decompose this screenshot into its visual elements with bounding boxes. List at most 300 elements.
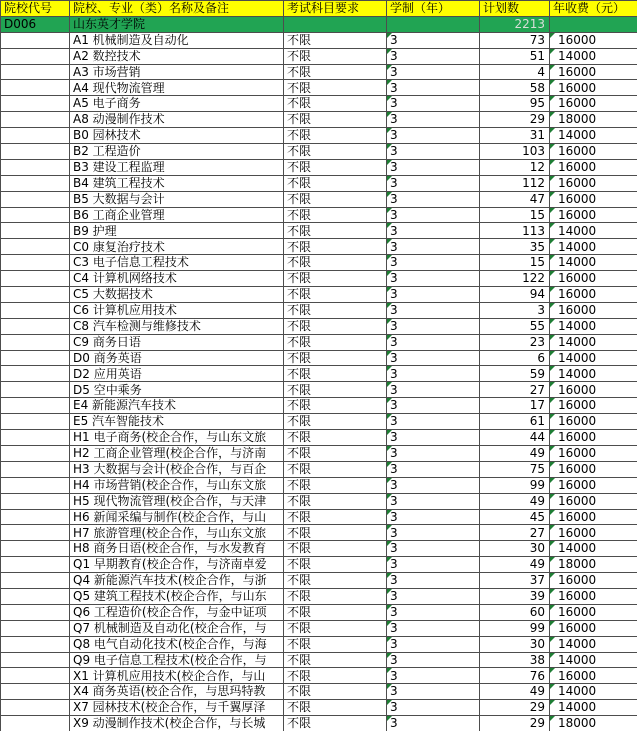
years-cell[interactable]: 3 xyxy=(387,652,480,668)
annual-fee-cell[interactable]: 16000 xyxy=(550,430,637,446)
plan-count-cell[interactable]: 49 xyxy=(480,557,550,573)
exam-requirement-cell[interactable]: 不限 xyxy=(284,255,387,271)
years-cell[interactable]: 3 xyxy=(387,557,480,573)
college-code-cell[interactable] xyxy=(1,477,70,493)
annual-fee-cell[interactable]: 18000 xyxy=(550,716,637,731)
college-fee-cell[interactable] xyxy=(550,16,637,32)
exam-requirement-cell[interactable]: 不限 xyxy=(284,477,387,493)
plan-count-cell[interactable]: 99 xyxy=(480,620,550,636)
years-cell[interactable]: 3 xyxy=(387,255,480,271)
annual-fee-cell[interactable]: 16000 xyxy=(550,271,637,287)
years-cell[interactable]: 3 xyxy=(387,128,480,144)
plan-count-cell[interactable]: 95 xyxy=(480,96,550,112)
years-cell[interactable]: 3 xyxy=(387,477,480,493)
college-code-cell[interactable] xyxy=(1,175,70,191)
exam-requirement-cell[interactable]: 不限 xyxy=(284,366,387,382)
plan-count-cell[interactable]: 15 xyxy=(480,255,550,271)
years-cell[interactable]: 3 xyxy=(387,445,480,461)
major-name-cell[interactable]: X9 动漫制作技术(校企合作，与长城 xyxy=(70,716,284,731)
header-college-code[interactable]: 院校代号 xyxy=(1,1,70,17)
annual-fee-cell[interactable]: 16000 xyxy=(550,144,637,160)
exam-requirement-cell[interactable]: 不限 xyxy=(284,541,387,557)
major-name-cell[interactable]: D2 应用英语 xyxy=(70,366,284,382)
college-code-cell[interactable] xyxy=(1,493,70,509)
annual-fee-cell[interactable]: 16000 xyxy=(550,620,637,636)
exam-requirement-cell[interactable]: 不限 xyxy=(284,604,387,620)
major-name-cell[interactable]: A2 数控技术 xyxy=(70,48,284,64)
exam-requirement-cell[interactable]: 不限 xyxy=(284,334,387,350)
annual-fee-cell[interactable]: 16000 xyxy=(550,175,637,191)
major-name-cell[interactable]: B2 工程造价 xyxy=(70,144,284,160)
annual-fee-cell[interactable]: 16000 xyxy=(550,96,637,112)
annual-fee-cell[interactable]: 18000 xyxy=(550,112,637,128)
plan-count-cell[interactable]: 76 xyxy=(480,668,550,684)
plan-count-cell[interactable]: 51 xyxy=(480,48,550,64)
exam-requirement-cell[interactable]: 不限 xyxy=(284,684,387,700)
years-cell[interactable]: 3 xyxy=(387,414,480,430)
major-name-cell[interactable]: Q7 机械制造及自动化(校企合作，与 xyxy=(70,620,284,636)
college-code-cell[interactable] xyxy=(1,620,70,636)
years-cell[interactable]: 3 xyxy=(387,509,480,525)
plan-count-cell[interactable]: 37 xyxy=(480,573,550,589)
years-cell[interactable]: 3 xyxy=(387,716,480,731)
college-code-cell[interactable] xyxy=(1,652,70,668)
major-name-cell[interactable]: C8 汽车检测与维修技术 xyxy=(70,318,284,334)
college-code-cell[interactable] xyxy=(1,207,70,223)
years-cell[interactable]: 3 xyxy=(387,80,480,96)
plan-count-cell[interactable]: 103 xyxy=(480,144,550,160)
college-code-cell[interactable] xyxy=(1,557,70,573)
exam-requirement-cell[interactable]: 不限 xyxy=(284,461,387,477)
exam-requirement-cell[interactable]: 不限 xyxy=(284,112,387,128)
plan-count-cell[interactable]: 60 xyxy=(480,604,550,620)
annual-fee-cell[interactable]: 14000 xyxy=(550,684,637,700)
college-code-cell[interactable] xyxy=(1,430,70,446)
exam-requirement-cell[interactable]: 不限 xyxy=(284,398,387,414)
exam-requirement-cell[interactable]: 不限 xyxy=(284,382,387,398)
major-name-cell[interactable]: E5 汽车智能技术 xyxy=(70,414,284,430)
major-name-cell[interactable]: C3 电子信息工程技术 xyxy=(70,255,284,271)
years-cell[interactable]: 3 xyxy=(387,636,480,652)
annual-fee-cell[interactable]: 14000 xyxy=(550,652,637,668)
years-cell[interactable]: 3 xyxy=(387,207,480,223)
plan-count-cell[interactable]: 27 xyxy=(480,525,550,541)
plan-count-cell[interactable]: 49 xyxy=(480,493,550,509)
stored-as-text-indicator-icon xyxy=(387,573,392,578)
plan-count-cell[interactable]: 49 xyxy=(480,445,550,461)
exam-requirement-cell[interactable]: 不限 xyxy=(284,557,387,573)
plan-count-cell[interactable]: 49 xyxy=(480,684,550,700)
annual-fee-cell[interactable]: 16000 xyxy=(550,604,637,620)
college-code-cell[interactable] xyxy=(1,96,70,112)
annual-fee-cell[interactable]: 14000 xyxy=(550,255,637,271)
major-name-cell[interactable]: Q1 早期教育(校企合作，与济南卓爱 xyxy=(70,557,284,573)
annual-fee-cell[interactable]: 16000 xyxy=(550,461,637,477)
plan-count-cell[interactable]: 112 xyxy=(480,175,550,191)
header-exam-requirement[interactable]: 考试科目要求 xyxy=(284,1,387,17)
years-cell[interactable]: 3 xyxy=(387,159,480,175)
college-code-cell[interactable] xyxy=(1,144,70,160)
major-name-cell[interactable]: B0 园林技术 xyxy=(70,128,284,144)
exam-requirement-cell[interactable]: 不限 xyxy=(284,445,387,461)
annual-fee-cell[interactable]: 14000 xyxy=(550,334,637,350)
years-cell[interactable]: 3 xyxy=(387,334,480,350)
years-cell[interactable]: 3 xyxy=(387,144,480,160)
college-code-cell[interactable] xyxy=(1,350,70,366)
table-row xyxy=(1,271,637,287)
table-row xyxy=(1,493,637,509)
major-name-cell[interactable]: Q4 新能源汽车技术(校企合作，与浙 xyxy=(70,573,284,589)
annual-fee-cell[interactable]: 18000 xyxy=(550,557,637,573)
college-code-cell[interactable] xyxy=(1,287,70,303)
annual-fee-cell[interactable]: 14000 xyxy=(550,48,637,64)
plan-count-cell[interactable]: 12 xyxy=(480,159,550,175)
plan-count-cell[interactable]: 15 xyxy=(480,207,550,223)
exam-requirement-cell[interactable]: 不限 xyxy=(284,239,387,255)
header-plan-count[interactable]: 计划数 xyxy=(480,1,550,17)
major-name-cell[interactable]: H4 市场营销(校企合作，与山东文旅 xyxy=(70,477,284,493)
plan-count-cell[interactable]: 4 xyxy=(480,64,550,80)
annual-fee-cell[interactable]: 14000 xyxy=(550,636,637,652)
annual-fee-cell[interactable]: 14000 xyxy=(550,318,637,334)
college-code-cell[interactable] xyxy=(1,302,70,318)
table-row xyxy=(1,112,637,128)
college-code-cell[interactable] xyxy=(1,239,70,255)
years-cell[interactable]: 3 xyxy=(387,525,480,541)
annual-fee-cell[interactable]: 16000 xyxy=(550,302,637,318)
annual-fee-cell[interactable]: 16000 xyxy=(550,493,637,509)
plan-count-cell[interactable]: 29 xyxy=(480,700,550,716)
annual-fee-cell[interactable]: 14000 xyxy=(550,128,637,144)
college-code-cell[interactable] xyxy=(1,48,70,64)
exam-requirement-cell[interactable]: 不限 xyxy=(284,414,387,430)
plan-count-cell[interactable]: 44 xyxy=(480,430,550,446)
annual-fee-cell[interactable]: 14000 xyxy=(550,366,637,382)
annual-fee-cell[interactable]: 14000 xyxy=(550,700,637,716)
table-row xyxy=(1,318,637,334)
plan-count-cell[interactable]: 30 xyxy=(480,636,550,652)
college-code-cell[interactable] xyxy=(1,32,70,48)
stored-as-text-indicator-icon xyxy=(387,716,392,721)
annual-fee-cell[interactable]: 16000 xyxy=(550,159,637,175)
exam-requirement-cell[interactable]: 不限 xyxy=(284,175,387,191)
exam-requirement-cell[interactable]: 不限 xyxy=(284,80,387,96)
major-name-cell[interactable]: H2 工商企业管理(校企合作，与济南 xyxy=(70,445,284,461)
college-code-cell[interactable] xyxy=(1,366,70,382)
major-name-cell[interactable]: B6 工商企业管理 xyxy=(70,207,284,223)
annual-fee-cell[interactable]: 16000 xyxy=(550,64,637,80)
major-name-cell[interactable]: A5 电子商务 xyxy=(70,96,284,112)
major-name-cell[interactable]: A8 动漫制作技术 xyxy=(70,112,284,128)
years-cell[interactable]: 3 xyxy=(387,350,480,366)
exam-requirement-cell[interactable]: 不限 xyxy=(284,493,387,509)
exam-requirement-cell[interactable]: 不限 xyxy=(284,668,387,684)
header-major-name[interactable]: 院校、专业（类）名称及备注 xyxy=(70,1,284,17)
college-code-cell[interactable] xyxy=(1,223,70,239)
college-code-cell[interactable] xyxy=(1,525,70,541)
major-name-cell[interactable]: E4 新能源汽车技术 xyxy=(70,398,284,414)
years-cell[interactable]: 3 xyxy=(387,302,480,318)
table-row xyxy=(1,96,637,112)
table-row xyxy=(1,525,637,541)
annual-fee-cell[interactable]: 16000 xyxy=(550,32,637,48)
plan-count-cell[interactable]: 3 xyxy=(480,302,550,318)
major-name-cell[interactable]: B9 护理 xyxy=(70,223,284,239)
plan-count-cell[interactable]: 23 xyxy=(480,334,550,350)
college-code-cell[interactable] xyxy=(1,398,70,414)
years-cell[interactable]: 3 xyxy=(387,541,480,557)
exam-requirement-cell[interactable]: 不限 xyxy=(284,525,387,541)
major-name-cell[interactable]: X1 计算机应用技术(校企合作，与山 xyxy=(70,668,284,684)
stored-as-text-indicator-icon xyxy=(387,414,392,419)
college-code-cell[interactable] xyxy=(1,700,70,716)
college-code-cell[interactable] xyxy=(1,684,70,700)
annual-fee-cell[interactable]: 16000 xyxy=(550,398,637,414)
exam-requirement-cell[interactable]: 不限 xyxy=(284,128,387,144)
exam-requirement-cell[interactable]: 不限 xyxy=(284,191,387,207)
years-cell[interactable]: 3 xyxy=(387,398,480,414)
annual-fee-cell[interactable]: 14000 xyxy=(550,223,637,239)
exam-requirement-cell[interactable]: 不限 xyxy=(284,430,387,446)
years-cell[interactable]: 3 xyxy=(387,318,480,334)
plan-count-cell[interactable]: 39 xyxy=(480,588,550,604)
college-plan-total-cell[interactable]: 2213 xyxy=(480,16,550,32)
stored-as-text-indicator-icon xyxy=(387,176,392,181)
annual-fee-cell[interactable]: 16000 xyxy=(550,382,637,398)
stored-as-text-indicator-icon xyxy=(550,223,555,228)
years-cell[interactable]: 3 xyxy=(387,175,480,191)
exam-requirement-cell[interactable]: 不限 xyxy=(284,573,387,589)
annual-fee-cell[interactable]: 14000 xyxy=(550,541,637,557)
stored-as-text-indicator-icon xyxy=(550,668,555,673)
major-name-cell[interactable]: Q9 电子信息工程技术(校企合作，与 xyxy=(70,652,284,668)
college-code-cell[interactable] xyxy=(1,636,70,652)
plan-count-cell[interactable]: 6 xyxy=(480,350,550,366)
stored-as-text-indicator-icon xyxy=(387,65,392,70)
stored-as-text-indicator-icon xyxy=(387,271,392,276)
exam-requirement-cell[interactable]: 不限 xyxy=(284,636,387,652)
major-name-cell[interactable]: H1 电子商务(校企合作，与山东文旅 xyxy=(70,430,284,446)
major-name-cell[interactable]: H5 现代物流管理(校企合作，与天津 xyxy=(70,493,284,509)
years-cell[interactable]: 3 xyxy=(387,64,480,80)
years-cell[interactable]: 3 xyxy=(387,112,480,128)
exam-requirement-cell[interactable]: 不限 xyxy=(284,652,387,668)
annual-fee-cell[interactable]: 16000 xyxy=(550,668,637,684)
annual-fee-cell[interactable]: 16000 xyxy=(550,525,637,541)
exam-requirement-cell[interactable]: 不限 xyxy=(284,207,387,223)
major-name-cell[interactable]: D5 空中乘务 xyxy=(70,382,284,398)
annual-fee-cell[interactable]: 16000 xyxy=(550,588,637,604)
stored-as-text-indicator-icon xyxy=(387,208,392,213)
table-row xyxy=(1,382,637,398)
annual-fee-cell[interactable]: 16000 xyxy=(550,573,637,589)
exam-requirement-cell[interactable]: 不限 xyxy=(284,287,387,303)
major-name-cell[interactable]: H8 商务日语(校企合作，与水发教育 xyxy=(70,541,284,557)
annual-fee-cell[interactable]: 16000 xyxy=(550,477,637,493)
header-years[interactable]: 学制（年） xyxy=(387,1,480,17)
major-name-cell[interactable]: C5 大数据技术 xyxy=(70,287,284,303)
major-name-cell[interactable]: Q5 建筑工程技术(校企合作，与山东 xyxy=(70,588,284,604)
college-code-cell[interactable] xyxy=(1,509,70,525)
college-code-cell[interactable] xyxy=(1,64,70,80)
major-name-cell[interactable]: Q6 工程造价(校企合作，与金中证项 xyxy=(70,604,284,620)
major-name-cell[interactable]: H6 新闻采编与制作(校企合作，与山 xyxy=(70,509,284,525)
plan-count-cell[interactable]: 35 xyxy=(480,239,550,255)
exam-requirement-cell[interactable]: 不限 xyxy=(284,48,387,64)
years-cell[interactable]: 3 xyxy=(387,461,480,477)
college-code-cell[interactable] xyxy=(1,255,70,271)
major-name-cell[interactable]: H3 大数据与会计(校企合作，与百企 xyxy=(70,461,284,477)
years-cell[interactable]: 3 xyxy=(387,366,480,382)
college-code-cell[interactable] xyxy=(1,318,70,334)
table-row xyxy=(1,64,637,80)
college-years-cell[interactable] xyxy=(387,16,480,32)
major-name-cell[interactable]: X4 商务英语(校企合作，与思玛特教 xyxy=(70,684,284,700)
college-code-cell[interactable] xyxy=(1,80,70,96)
college-code-cell[interactable] xyxy=(1,414,70,430)
major-name-cell[interactable]: C6 计算机应用技术 xyxy=(70,302,284,318)
exam-requirement-cell[interactable]: 不限 xyxy=(284,318,387,334)
stored-as-text-indicator-icon xyxy=(387,700,392,705)
plan-count-cell[interactable]: 75 xyxy=(480,461,550,477)
college-exam-cell[interactable] xyxy=(284,16,387,32)
major-name-cell[interactable]: C4 计算机网络技术 xyxy=(70,271,284,287)
exam-requirement-cell[interactable]: 不限 xyxy=(284,620,387,636)
exam-requirement-cell[interactable]: 不限 xyxy=(284,700,387,716)
annual-fee-cell[interactable]: 16000 xyxy=(550,80,637,96)
stored-as-text-indicator-icon xyxy=(387,33,392,38)
annual-fee-cell[interactable]: 16000 xyxy=(550,414,637,430)
college-code-cell[interactable] xyxy=(1,159,70,175)
years-cell[interactable]: 3 xyxy=(387,223,480,239)
major-name-cell[interactable]: X7 园林技术(校企合作，与千翼厚泽 xyxy=(70,700,284,716)
stored-as-text-indicator-icon xyxy=(387,541,392,546)
plan-count-cell[interactable]: 55 xyxy=(480,318,550,334)
years-cell[interactable]: 3 xyxy=(387,32,480,48)
major-name-cell[interactable]: C9 商务日语 xyxy=(70,334,284,350)
plan-count-cell[interactable]: 59 xyxy=(480,366,550,382)
college-code-cell[interactable] xyxy=(1,716,70,731)
stored-as-text-indicator-icon xyxy=(550,573,555,578)
years-cell[interactable]: 3 xyxy=(387,271,480,287)
major-name-cell[interactable]: Q8 电气自动化技术(校企合作，与海 xyxy=(70,636,284,652)
plan-count-cell[interactable]: 27 xyxy=(480,382,550,398)
years-cell[interactable]: 3 xyxy=(387,668,480,684)
plan-count-cell[interactable]: 38 xyxy=(480,652,550,668)
college-code-cell[interactable] xyxy=(1,668,70,684)
stored-as-text-indicator-icon xyxy=(387,80,392,85)
exam-requirement-cell[interactable]: 不限 xyxy=(284,588,387,604)
plan-count-cell[interactable]: 99 xyxy=(480,477,550,493)
table-row xyxy=(1,716,637,731)
exam-requirement-cell[interactable]: 不限 xyxy=(284,350,387,366)
plan-count-cell[interactable]: 30 xyxy=(480,541,550,557)
annual-fee-cell[interactable]: 14000 xyxy=(550,239,637,255)
years-cell[interactable]: 3 xyxy=(387,620,480,636)
annual-fee-cell[interactable]: 16000 xyxy=(550,445,637,461)
years-cell[interactable]: 3 xyxy=(387,96,480,112)
stored-as-text-indicator-icon xyxy=(387,255,392,260)
major-name-cell[interactable]: H7 旅游管理(校企合作，与山东文旅 xyxy=(70,525,284,541)
major-name-cell[interactable]: C0 康复治疗技术 xyxy=(70,239,284,255)
major-name-cell[interactable]: A4 现代物流管理 xyxy=(70,80,284,96)
college-code-cell[interactable] xyxy=(1,588,70,604)
exam-requirement-cell[interactable]: 不限 xyxy=(284,716,387,731)
header-annual-fee[interactable]: 年收费（元） xyxy=(550,1,637,17)
exam-requirement-cell[interactable]: 不限 xyxy=(284,96,387,112)
plan-count-cell[interactable]: 29 xyxy=(480,112,550,128)
plan-count-cell[interactable]: 58 xyxy=(480,80,550,96)
major-name-cell[interactable]: A1 机械制造及自动化 xyxy=(70,32,284,48)
exam-requirement-cell[interactable]: 不限 xyxy=(284,32,387,48)
plan-count-cell[interactable]: 31 xyxy=(480,128,550,144)
years-cell[interactable]: 3 xyxy=(387,430,480,446)
exam-requirement-cell[interactable]: 不限 xyxy=(284,64,387,80)
exam-requirement-cell[interactable]: 不限 xyxy=(284,302,387,318)
plan-count-cell[interactable]: 45 xyxy=(480,509,550,525)
annual-fee-cell[interactable]: 16000 xyxy=(550,509,637,525)
college-code-cell[interactable] xyxy=(1,334,70,350)
major-name-cell[interactable]: B3 建设工程监理 xyxy=(70,159,284,175)
plan-count-cell[interactable]: 47 xyxy=(480,191,550,207)
major-name-cell[interactable]: D0 商务英语 xyxy=(70,350,284,366)
years-cell[interactable]: 3 xyxy=(387,287,480,303)
plan-count-cell[interactable]: 17 xyxy=(480,398,550,414)
major-name-cell[interactable]: B5 大数据与会计 xyxy=(70,191,284,207)
years-cell[interactable]: 3 xyxy=(387,684,480,700)
college-code-cell[interactable] xyxy=(1,128,70,144)
college-code-cell[interactable] xyxy=(1,191,70,207)
college-name-cell[interactable]: 山东英才学院 xyxy=(70,16,284,32)
plan-count-cell[interactable]: 61 xyxy=(480,414,550,430)
college-code-cell[interactable] xyxy=(1,382,70,398)
college-code-cell[interactable]: D006 xyxy=(1,16,70,32)
years-cell[interactable]: 3 xyxy=(387,48,480,64)
plan-count-cell[interactable]: 73 xyxy=(480,32,550,48)
years-cell[interactable]: 3 xyxy=(387,239,480,255)
years-cell[interactable]: 3 xyxy=(387,604,480,620)
years-cell[interactable]: 3 xyxy=(387,191,480,207)
annual-fee-cell[interactable]: 16000 xyxy=(550,207,637,223)
exam-requirement-cell[interactable]: 不限 xyxy=(284,271,387,287)
exam-requirement-cell[interactable]: 不限 xyxy=(284,509,387,525)
exam-requirement-cell[interactable]: 不限 xyxy=(284,144,387,160)
college-code-cell[interactable] xyxy=(1,573,70,589)
exam-requirement-cell[interactable]: 不限 xyxy=(284,223,387,239)
college-code-cell[interactable] xyxy=(1,541,70,557)
college-code-cell[interactable] xyxy=(1,604,70,620)
college-code-cell[interactable] xyxy=(1,445,70,461)
annual-fee-cell[interactable]: 14000 xyxy=(550,350,637,366)
college-code-cell[interactable] xyxy=(1,461,70,477)
annual-fee-cell[interactable]: 16000 xyxy=(550,287,637,303)
years-cell[interactable]: 3 xyxy=(387,588,480,604)
annual-fee-cell[interactable]: 16000 xyxy=(550,191,637,207)
plan-count-cell[interactable]: 113 xyxy=(480,223,550,239)
years-cell[interactable]: 3 xyxy=(387,700,480,716)
plan-count-cell[interactable]: 94 xyxy=(480,287,550,303)
plan-count-cell[interactable]: 122 xyxy=(480,271,550,287)
years-cell[interactable]: 3 xyxy=(387,382,480,398)
plan-count-cell[interactable]: 29 xyxy=(480,716,550,731)
years-cell[interactable]: 3 xyxy=(387,493,480,509)
major-name-cell[interactable]: A3 市场营销 xyxy=(70,64,284,80)
major-name-cell[interactable]: B4 建筑工程技术 xyxy=(70,175,284,191)
exam-requirement-cell[interactable]: 不限 xyxy=(284,159,387,175)
college-code-cell[interactable] xyxy=(1,112,70,128)
college-code-cell[interactable] xyxy=(1,271,70,287)
years-cell[interactable]: 3 xyxy=(387,573,480,589)
